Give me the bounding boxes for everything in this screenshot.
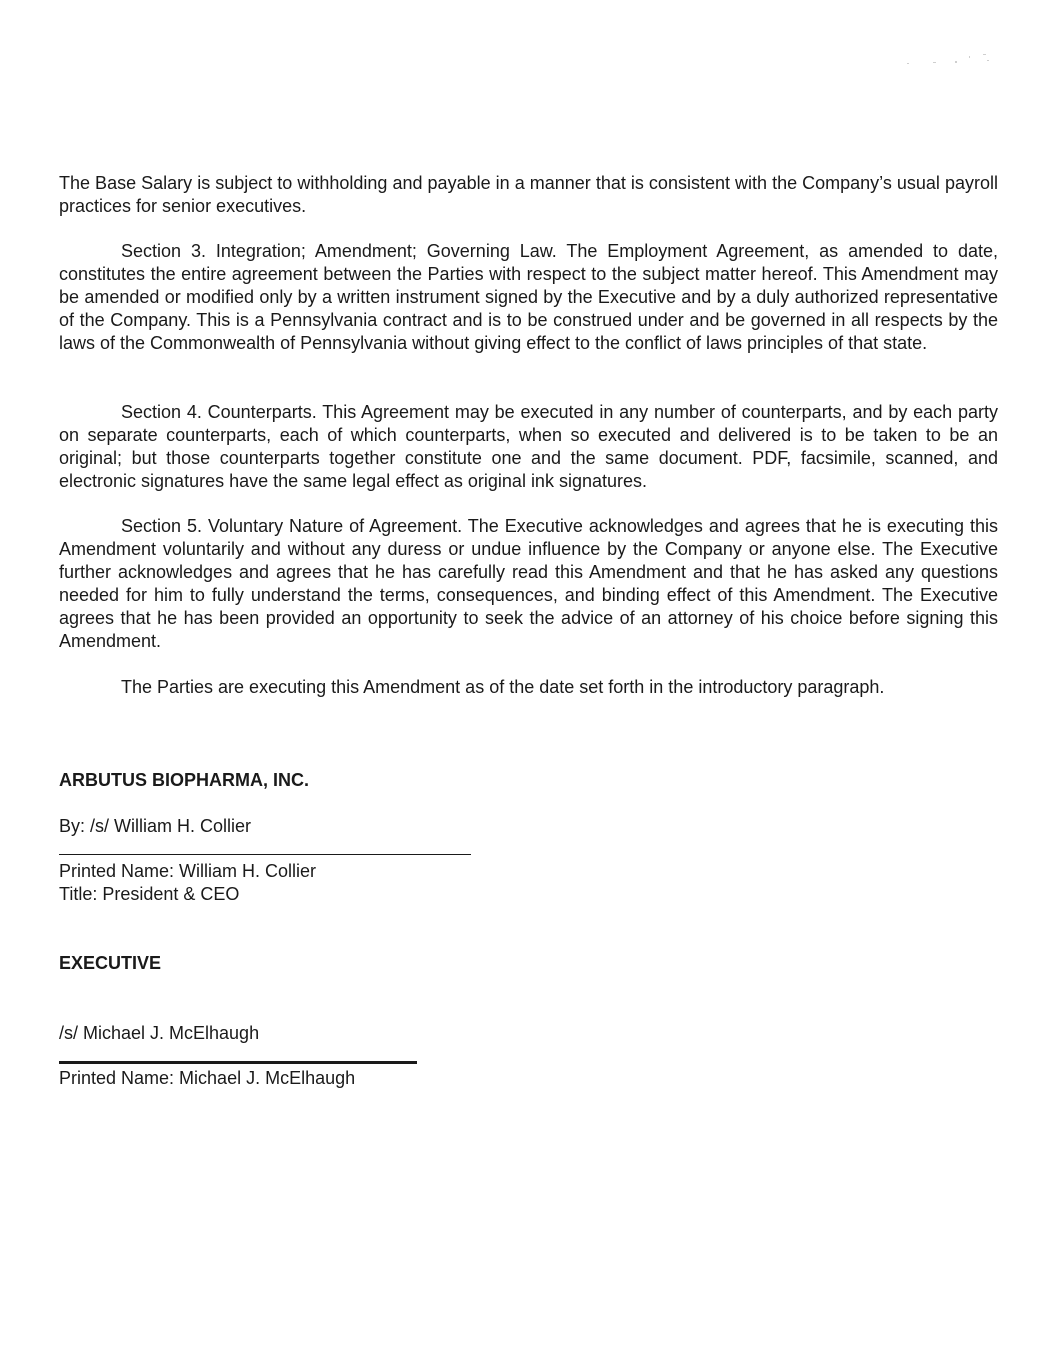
company-signer-title: Title: President & CEO: [59, 884, 240, 904]
company-signature-by-line: By: /s/ William H. Collier: [59, 816, 252, 836]
execution-statement: The Parties are executing this Amendment as of the date set forth in the introductory paragraph.: [121, 677, 885, 697]
section-4-paragraph: Section 4. Counterparts. This Agreement may be executed in any number of counterparts, and by each party on separate counterparts, each of which counterparts, when so executed and delivered is to be taken to be an original; but those counterparts together constitute one and the same document. PDF, facsimile, scanned, and electronic signatures have the same legal effect as original ink signatures.: [59, 402, 998, 491]
executive-printed-name: Printed Name: Michael J. McElhaugh: [59, 1068, 356, 1088]
base-salary-paragraph: The Base Salary is subject to withholding and payable in a manner that is consistent with the Company’s usual payroll practices for senior executives.: [59, 173, 998, 216]
section-5-paragraph: Section 5. Voluntary Nature of Agreement. The Executive acknowledges and agrees that he is executing this Amendment voluntarily and without any duress or undue influence by the Company or anyone else. The Executive further acknowledges and agrees that he has carefully read this Amendment and that he has asked any questions needed for him to fully understand the terms, consequences, and binding effect of this Amendment. The Executive agrees that he has been provided an opportunity to seek the advice of an attorney of his choice before signing this Amendment.: [59, 516, 998, 651]
company-printed-name: Printed Name: William H. Collier: [59, 861, 317, 881]
scan-artifact-marks: [905, 50, 995, 70]
executive-heading: EXECUTIVE: [59, 953, 162, 973]
executive-signature-line: /s/ Michael J. McElhaugh: [59, 1023, 260, 1043]
company-name-heading: ARBUTUS BIOPHARMA, INC.: [59, 770, 309, 790]
company-signature-rule: [59, 854, 471, 855]
executive-signature-rule: [59, 1061, 417, 1064]
section-3-paragraph: Section 3. Integration; Amendment; Governing Law. The Employment Agreement, as amended to date, constitutes the entire agreement between the Parties with respect to the subject matter hereof. This Amendment may be amended or modified only by a written instrument signed by the Executive and by a duly authorized representative of the Company. This is a Pennsylvania contract and is to be construed under and be governed in all respects by the laws of the Commonwealth of Pennsylvania without giving effect to the conflict of laws principles of that state.: [59, 241, 998, 353]
document-page: [59, 0, 998, 1365]
